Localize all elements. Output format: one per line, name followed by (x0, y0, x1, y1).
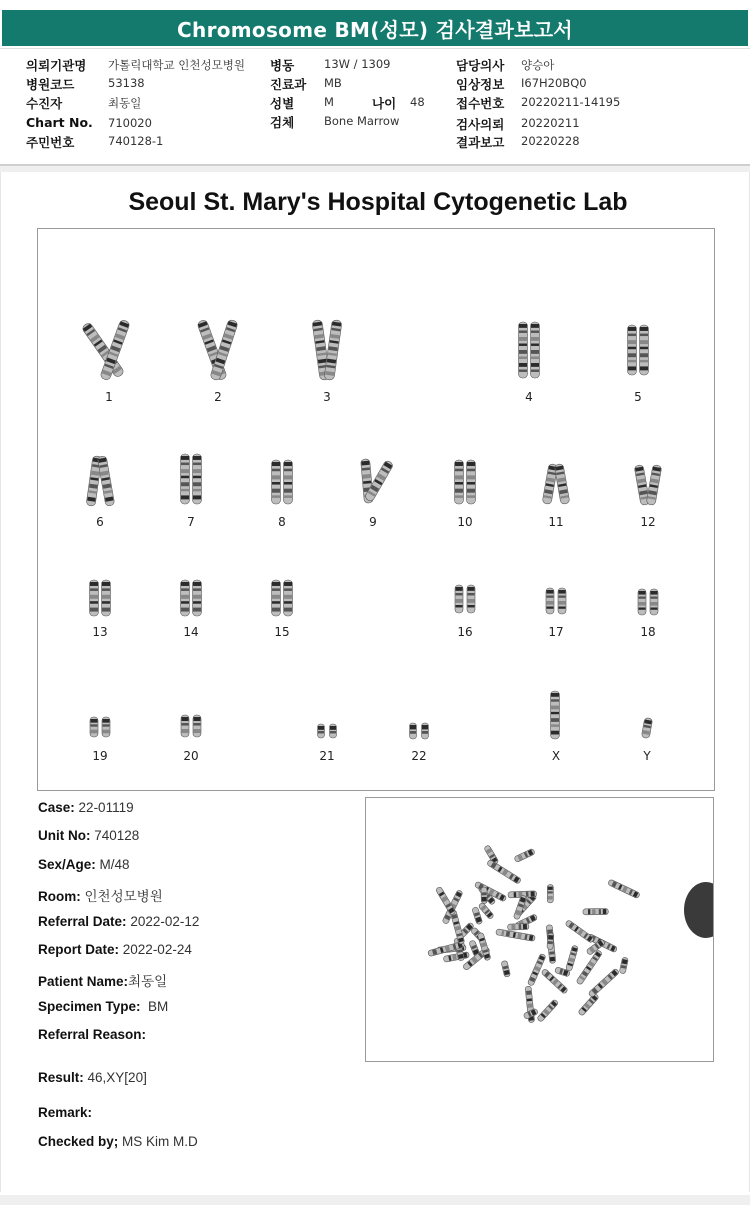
metaphase-chromosome (481, 887, 487, 903)
chromosome (519, 322, 528, 378)
metaphase-chromosome (496, 929, 536, 942)
info-value-resident-no: 740128-1 (108, 134, 164, 148)
info-value-doctor: 양승아 (521, 58, 555, 72)
chromosome (272, 460, 281, 504)
chromosome (193, 580, 202, 616)
detail-unit-no (38, 828, 139, 843)
info-value-sex: M (324, 95, 334, 109)
info-label-specimen: 검체 (270, 115, 295, 130)
karyotype-label: 17 (548, 625, 564, 639)
interphase-nucleus (684, 882, 713, 938)
chromosome (324, 320, 342, 381)
detail-value: 2022-02-24 (122, 942, 192, 957)
metaphase-chromosome (608, 879, 641, 899)
info-label-doctor: 담당의사 (456, 58, 505, 73)
detail-room (38, 885, 163, 905)
chromosome (455, 460, 464, 504)
chromosome-y (641, 717, 652, 738)
detail-value: 최동일 (128, 974, 168, 989)
chromosome (422, 723, 429, 739)
karyotype-label: 20 (183, 749, 199, 763)
karyotype-label: 7 (187, 515, 195, 529)
metaphase-chromosome (486, 859, 521, 884)
metaphase-chromosome (578, 993, 600, 1016)
chromosome (410, 723, 417, 739)
metaphase-chromosome (565, 920, 595, 944)
info-value-department: MB (324, 76, 342, 90)
detail-key: Specimen Type: (38, 999, 141, 1014)
info-value-hospital-code: 53138 (108, 76, 145, 90)
patient-info-section (0, 48, 750, 166)
chromosome (318, 724, 325, 738)
chromosome (102, 580, 111, 616)
info-value-clinical-info: I67H20BQ0 (521, 76, 587, 90)
detail-key: Referral Date: (38, 914, 127, 929)
detail-specimen-type (38, 999, 168, 1014)
chromosome (554, 464, 570, 505)
karyotype-label: X (551, 749, 561, 763)
chromosome (628, 325, 637, 375)
detail-key: Report Date: (38, 942, 120, 957)
info-label-patient: 수진자 (26, 96, 63, 111)
detail-key: Patient Name: (38, 974, 129, 989)
chromosome (284, 460, 293, 504)
chromosome (181, 454, 190, 504)
info-value-institution: 가톨릭대학교 인천성모병원 (108, 58, 245, 72)
detail-patient-name (38, 970, 167, 990)
info-value-report-date: 20220228 (521, 134, 580, 148)
karyotype-label: 9 (369, 515, 377, 529)
info-label-report-date: 결과보고 (456, 135, 505, 150)
info-value-ward: 13W / 1309 (324, 57, 391, 71)
chromosome (558, 588, 566, 614)
karyotype-label: 13 (92, 625, 108, 639)
info-label-receipt-no: 접수번호 (456, 96, 505, 111)
chromosome (181, 715, 189, 737)
detail-value: 22-01119 (78, 800, 134, 815)
detail-case (38, 800, 134, 815)
karyotype-label: 15 (274, 625, 290, 639)
info-label-sex: 성별 (270, 96, 295, 111)
detail-key: Room: (38, 889, 81, 904)
detail-sex-age (38, 857, 130, 872)
metaphase-chromosome (537, 999, 559, 1022)
chromosome (467, 460, 476, 504)
lab-title: Seoul St. Mary's Hospital Cytogenetic Lab (128, 188, 628, 216)
chromosome (638, 589, 646, 615)
footer-divider (0, 1195, 750, 1205)
info-label-request-date: 검사의뢰 (456, 117, 505, 132)
detail-value: 740128 (94, 828, 140, 843)
info-label-resident-no: 주민번호 (26, 135, 75, 150)
report-banner (0, 0, 750, 49)
metaphase-chromosome (450, 910, 465, 945)
detail-key: Checked by; (38, 1134, 119, 1149)
metaphase-chromosome (508, 923, 529, 930)
karyotype-label: 3 (323, 390, 331, 404)
info-value-patient: 최동일 (108, 96, 142, 110)
detail-checked-by (38, 1134, 198, 1149)
chromosome (646, 465, 662, 506)
chromosome (181, 580, 190, 616)
info-label-clinical-info: 임상정보 (456, 77, 505, 92)
detail-value: BM (148, 999, 169, 1014)
detail-value: M/48 (99, 857, 130, 872)
chromosome (284, 580, 293, 616)
detail-key: Case: (38, 800, 75, 815)
info-label-chart-no: Chart No. (26, 115, 93, 130)
metaphase-spread (366, 798, 713, 1061)
karyotype-label: 16 (457, 625, 473, 639)
metaphase-chromosome (566, 945, 579, 971)
info-value-request-date: 20220211 (521, 116, 580, 130)
report-title: Chromosome BM(성모) 검사결과보고서 (2, 10, 748, 46)
chromosome (90, 580, 99, 616)
chromosome-x (551, 691, 560, 739)
chromosome (467, 585, 475, 613)
chromosome (640, 325, 649, 375)
detail-value: MS Kim M.D (122, 1134, 198, 1149)
chromosome (546, 588, 554, 614)
metaphase-image (365, 797, 714, 1062)
karyotype-label: 2 (214, 390, 222, 404)
karyotype-label: 14 (183, 625, 199, 639)
info-label-age: 나이 (372, 96, 397, 111)
detail-key: Remark: (38, 1105, 93, 1120)
info-value-chart-no: 710020 (108, 116, 152, 130)
detail-key: Sex/Age: (38, 857, 96, 872)
detail-key: Referral Reason: (38, 1027, 147, 1042)
detail-remark (38, 1105, 92, 1120)
metaphase-chromosome (619, 957, 628, 974)
chromosome (272, 580, 281, 616)
karyotype-label: 22 (411, 749, 427, 763)
chromosome (531, 322, 540, 378)
info-value-specimen: Bone Marrow (324, 114, 400, 128)
metaphase-chromosome (547, 885, 553, 903)
detail-value: 인천성모병원 (84, 889, 163, 904)
info-label-department: 진료과 (270, 77, 307, 92)
detail-key: Result: (38, 1070, 84, 1085)
metaphase-chromosome (514, 848, 536, 862)
metaphase-chromosome (588, 968, 620, 998)
info-label-hospital-code: 병원코드 (26, 77, 75, 92)
karyotype-label: 8 (278, 515, 286, 529)
detail-value: 2022-02-12 (130, 914, 200, 929)
karyotype-label: 21 (319, 749, 335, 763)
karyotype-label: 11 (548, 515, 564, 529)
info-label-ward: 병동 (270, 58, 295, 73)
metaphase-chromosome (583, 909, 608, 915)
chromosome (90, 717, 98, 737)
karyotype-label: 19 (92, 749, 108, 763)
karyotype-label: 10 (457, 515, 473, 529)
karyotype-label: 4 (525, 390, 533, 404)
karyotype-label: 12 (640, 515, 656, 529)
metaphase-chromosome (576, 950, 603, 986)
karyotype-label: 1 (105, 390, 113, 404)
chromosome (97, 456, 115, 507)
karyotype-label: Y (643, 749, 651, 763)
detail-referral-date (38, 914, 199, 929)
metaphase-chromosome (547, 933, 554, 949)
chromosome (650, 589, 658, 615)
karyotype-label: 6 (96, 515, 104, 529)
info-label-institution: 의뢰기관명 (26, 58, 87, 73)
chromosome (102, 717, 110, 737)
chromosome (455, 585, 463, 613)
chromosome (193, 454, 202, 504)
karyotype-chromosomes (38, 229, 714, 790)
karyotype-label: 5 (634, 390, 642, 404)
detail-value: 46,XY[20] (87, 1070, 147, 1085)
detail-key: Unit No: (38, 828, 91, 843)
detail-report-date (38, 942, 192, 957)
chromosome (193, 715, 201, 737)
chromosome (330, 724, 337, 738)
karyotype-image (37, 228, 715, 791)
metaphase-chromosome (501, 960, 511, 977)
karyotype-label: 18 (640, 625, 656, 639)
info-value-receipt-no: 20220211-14195 (521, 95, 621, 109)
info-value-age: 48 (410, 95, 425, 109)
detail-result (38, 1070, 147, 1085)
metaphase-chromosome (443, 952, 469, 963)
detail-referral-reason (38, 1027, 146, 1042)
